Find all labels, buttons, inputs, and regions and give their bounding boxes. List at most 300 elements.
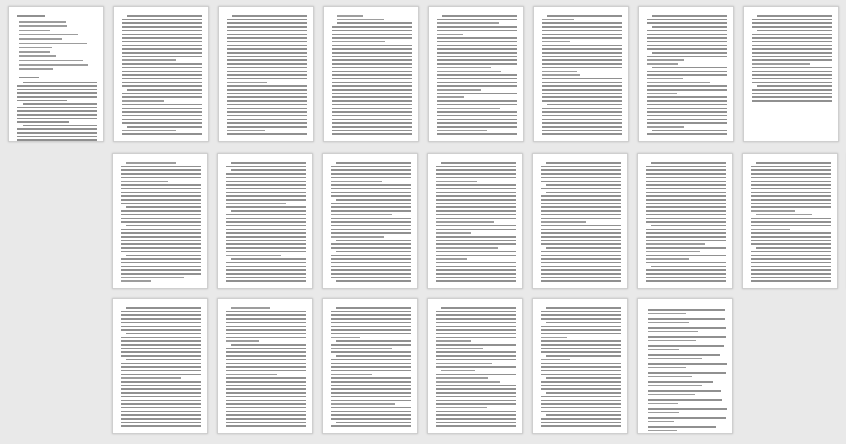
text-line [226, 318, 306, 320]
text-line [121, 192, 201, 194]
text-line [226, 251, 306, 253]
text-line [646, 192, 726, 194]
text-line [751, 240, 831, 242]
text-line [648, 394, 695, 396]
text-line [121, 403, 201, 405]
text-line [332, 71, 412, 73]
text-line [332, 41, 385, 43]
text-line [332, 111, 412, 113]
text-line [126, 206, 201, 208]
text-line [332, 96, 412, 98]
text-line [19, 43, 87, 45]
text-line [19, 38, 62, 40]
text-line [752, 22, 832, 24]
text-line [122, 100, 164, 102]
text-line [436, 273, 516, 275]
text-line [227, 100, 307, 102]
text-line [226, 363, 306, 365]
text-line [437, 63, 517, 65]
text-line [751, 203, 831, 205]
text-line [226, 337, 306, 339]
text-line [751, 181, 831, 183]
text-line [226, 385, 306, 387]
text-line [227, 37, 307, 39]
page-thumbnail[interactable] [743, 6, 839, 142]
text-line [647, 119, 727, 121]
text-line [331, 169, 411, 171]
text-line [226, 203, 286, 205]
text-line [437, 74, 517, 76]
text-line [546, 192, 621, 194]
text-line [646, 210, 726, 212]
page-thumbnail[interactable] [428, 6, 524, 142]
text-line [19, 51, 50, 53]
text-line [756, 162, 831, 164]
text-line [226, 188, 306, 190]
text-line [121, 214, 201, 216]
text-line [226, 425, 306, 427]
text-line [121, 173, 201, 175]
text-line [647, 115, 727, 117]
text-line [542, 48, 622, 50]
text-line [332, 52, 412, 54]
text-line [646, 206, 726, 208]
text-line [646, 240, 726, 242]
text-line [436, 340, 471, 342]
page-thumbnail[interactable] [322, 153, 418, 289]
text-line [436, 210, 516, 212]
text-line [227, 108, 307, 110]
text-line [437, 56, 517, 58]
text-line [336, 199, 411, 201]
text-line [541, 318, 621, 320]
page-thumbnail[interactable] [532, 153, 628, 289]
text-line [226, 195, 306, 197]
text-line [541, 277, 621, 279]
text-line [547, 104, 622, 106]
text-line [122, 52, 202, 54]
text-line [437, 100, 517, 102]
text-line [757, 15, 832, 17]
text-line [647, 93, 677, 95]
text-line [331, 318, 411, 320]
text-line [647, 96, 727, 98]
text-line [437, 52, 517, 54]
text-line [546, 355, 621, 357]
text-line [647, 22, 727, 24]
text-line [121, 266, 201, 268]
text-line [541, 329, 621, 331]
text-line [331, 192, 411, 194]
text-line [437, 78, 517, 80]
text-line [541, 374, 621, 376]
text-line [541, 344, 621, 346]
text-line [121, 366, 201, 368]
text-line [226, 377, 306, 379]
text-line [751, 195, 831, 197]
text-line [227, 130, 265, 132]
text-line [226, 396, 306, 398]
text-line [121, 385, 201, 387]
text-line [646, 177, 726, 179]
text-line [541, 340, 621, 342]
text-line [121, 240, 201, 242]
text-line [332, 108, 412, 110]
text-line [436, 188, 516, 190]
text-line [541, 232, 621, 234]
text-line [652, 52, 727, 54]
text-line [542, 115, 622, 117]
text-line [227, 104, 307, 106]
page-thumbnail[interactable] [322, 298, 418, 434]
text-line [122, 59, 176, 61]
text-line [436, 280, 516, 282]
text-line [121, 280, 151, 282]
text-line [226, 400, 306, 402]
text-line [542, 130, 622, 132]
page-thumbnail[interactable] [637, 298, 733, 434]
text-line [646, 195, 726, 197]
text-line [122, 34, 202, 36]
text-line [542, 111, 622, 113]
text-line [331, 314, 411, 316]
text-line [121, 370, 201, 372]
text-line [437, 122, 517, 124]
text-line [19, 47, 52, 49]
text-line [17, 89, 97, 91]
text-line [648, 376, 692, 378]
text-line [648, 399, 722, 401]
text-line [226, 370, 306, 372]
text-line [226, 374, 277, 376]
text-line [436, 266, 516, 268]
text-line [121, 236, 201, 238]
text-line [121, 414, 201, 416]
text-line [19, 25, 67, 27]
text-line [227, 34, 307, 36]
text-line [122, 48, 202, 50]
text-line [542, 67, 622, 69]
text-line [226, 418, 306, 420]
text-line [122, 37, 202, 39]
text-line [436, 181, 477, 183]
text-line [226, 181, 306, 183]
text-line [751, 206, 831, 208]
text-line [541, 359, 570, 361]
page-thumbnail[interactable] [532, 298, 628, 434]
text-line [751, 177, 831, 179]
text-line [336, 422, 411, 424]
text-line [648, 363, 727, 365]
text-line [647, 34, 727, 36]
text-line [331, 329, 411, 331]
text-line [647, 108, 727, 110]
text-line [121, 243, 201, 245]
text-line [647, 30, 727, 32]
text-line [17, 107, 97, 109]
text-line [226, 273, 306, 275]
text-line [541, 240, 621, 242]
page-thumbnail[interactable] [112, 298, 208, 434]
text-line [541, 418, 621, 420]
text-line [17, 121, 69, 123]
text-line [541, 351, 621, 353]
text-line [231, 169, 306, 171]
text-line [541, 385, 621, 387]
text-line [336, 340, 411, 342]
text-line [436, 206, 516, 208]
text-line [541, 381, 621, 383]
text-line [231, 307, 270, 309]
text-line [336, 251, 411, 253]
text-line [647, 59, 684, 61]
text-line [752, 78, 832, 80]
text-line [648, 318, 725, 320]
text-line [437, 96, 464, 98]
text-line [646, 280, 726, 282]
text-line [121, 232, 201, 234]
text-line [332, 82, 412, 84]
text-line [331, 210, 411, 212]
text-line [226, 280, 306, 282]
text-line [437, 41, 517, 43]
text-line [121, 184, 201, 186]
text-line [542, 22, 622, 24]
text-line [436, 166, 516, 168]
text-line [331, 214, 392, 216]
text-line [436, 221, 494, 223]
text-line [331, 177, 411, 179]
text-line [651, 266, 726, 268]
text-line [121, 166, 201, 168]
page-thumbnail[interactable] [427, 153, 523, 289]
text-line [332, 93, 412, 95]
text-line [541, 218, 621, 220]
text-line [541, 388, 621, 390]
text-line [648, 331, 698, 333]
page-thumbnail[interactable] [533, 6, 629, 142]
text-line [541, 422, 621, 424]
text-line [227, 111, 307, 113]
text-line [646, 232, 726, 234]
text-line [752, 100, 832, 102]
text-line [122, 96, 202, 98]
text-line [17, 132, 97, 134]
text-line [542, 59, 622, 61]
text-line [17, 114, 97, 116]
text-line [332, 130, 412, 132]
text-line [227, 26, 307, 28]
text-line [546, 162, 621, 164]
text-line [647, 122, 727, 124]
text-line [121, 388, 201, 390]
text-line [546, 184, 621, 186]
text-line [541, 407, 621, 409]
text-line [436, 269, 516, 271]
page-thumbnail[interactable] [742, 153, 838, 289]
text-line [437, 67, 491, 69]
text-line [226, 166, 306, 168]
text-line [331, 221, 411, 223]
text-line [752, 71, 832, 73]
text-line [646, 221, 726, 223]
text-line [121, 411, 201, 413]
text-line [436, 388, 516, 390]
text-line [436, 314, 516, 316]
text-line [331, 377, 411, 379]
text-line [542, 41, 570, 43]
text-line [331, 195, 411, 197]
text-line [542, 119, 622, 121]
page-thumbnail[interactable] [217, 298, 313, 434]
text-line [331, 203, 411, 205]
page-thumbnail[interactable] [112, 153, 208, 289]
text-line [227, 119, 307, 121]
text-line [227, 48, 307, 50]
page-thumbnail[interactable] [638, 6, 734, 142]
text-line [336, 355, 411, 357]
text-line [752, 82, 832, 84]
text-line [122, 74, 202, 76]
text-line [227, 85, 307, 87]
text-line [122, 104, 202, 106]
text-line [226, 333, 306, 335]
text-line [332, 56, 412, 58]
text-line [541, 225, 621, 227]
text-line [17, 96, 97, 98]
page-thumbnail[interactable] [637, 153, 733, 289]
text-line [752, 26, 832, 28]
text-line [647, 37, 727, 39]
text-line [332, 67, 412, 69]
text-line [541, 229, 621, 231]
text-line [541, 326, 621, 328]
text-line [226, 214, 306, 216]
text-line [648, 309, 725, 311]
text-line [647, 48, 727, 50]
text-line [226, 366, 306, 368]
text-line [227, 52, 307, 54]
text-line [436, 363, 492, 365]
text-line [648, 367, 686, 369]
text-line [436, 355, 516, 357]
text-line [436, 403, 516, 405]
page-thumbnail[interactable] [8, 6, 104, 142]
page-thumbnail[interactable] [323, 6, 419, 142]
text-line [126, 225, 201, 227]
text-line [436, 232, 471, 234]
text-line [751, 277, 831, 279]
text-line [542, 71, 577, 73]
text-line [127, 15, 202, 17]
text-line [226, 206, 306, 208]
text-line [336, 280, 411, 282]
text-line [19, 34, 78, 36]
text-line [436, 229, 516, 231]
text-line [122, 45, 202, 47]
text-line [121, 374, 201, 376]
text-line [226, 381, 306, 383]
text-line [541, 243, 621, 245]
text-line [332, 119, 412, 121]
page-thumbnail[interactable] [217, 153, 313, 289]
text-line [121, 322, 201, 324]
text-line [121, 340, 201, 342]
text-line [17, 92, 97, 94]
text-line [647, 85, 727, 87]
text-line [646, 258, 689, 260]
text-line [331, 400, 411, 402]
text-line [751, 229, 790, 231]
text-line [331, 348, 392, 350]
text-line [226, 221, 306, 223]
text-line [226, 329, 306, 331]
text-line [121, 318, 201, 320]
text-line [541, 273, 621, 275]
text-line [542, 26, 622, 28]
text-line [751, 225, 831, 227]
text-line [121, 218, 201, 220]
text-line [752, 48, 832, 50]
text-line [646, 203, 726, 205]
text-line [441, 162, 516, 164]
text-line [226, 277, 306, 279]
text-line [752, 56, 832, 58]
text-line [227, 82, 267, 84]
text-line [227, 63, 307, 65]
text-line [331, 425, 411, 427]
page-thumbnail[interactable] [218, 6, 314, 142]
text-line [646, 173, 726, 175]
text-line [121, 326, 201, 328]
text-line [17, 15, 45, 17]
text-line [226, 243, 306, 245]
page-thumbnail[interactable] [427, 298, 523, 434]
text-line [541, 269, 621, 271]
text-line [227, 22, 307, 24]
text-line [331, 255, 411, 257]
text-line [441, 370, 475, 372]
text-line [331, 269, 411, 271]
text-line [541, 255, 621, 257]
text-line [226, 173, 306, 175]
text-line [437, 26, 517, 28]
text-line [647, 104, 727, 106]
text-line [648, 313, 686, 315]
text-line [121, 337, 201, 339]
text-line [331, 381, 411, 383]
text-line [648, 349, 679, 351]
text-line [647, 111, 727, 113]
text-line [752, 19, 832, 21]
text-line [647, 63, 678, 65]
text-line [647, 56, 727, 58]
text-line [331, 232, 411, 234]
text-line [226, 192, 306, 194]
text-line [541, 221, 586, 223]
text-line [542, 19, 574, 21]
text-line [121, 177, 201, 179]
text-line [121, 344, 201, 346]
text-line [751, 280, 831, 282]
text-line [648, 345, 724, 347]
text-line [331, 418, 411, 420]
text-line [646, 181, 726, 183]
page-thumbnail[interactable] [113, 6, 209, 142]
text-line [227, 122, 307, 124]
text-line [437, 37, 517, 39]
text-line [19, 55, 56, 57]
